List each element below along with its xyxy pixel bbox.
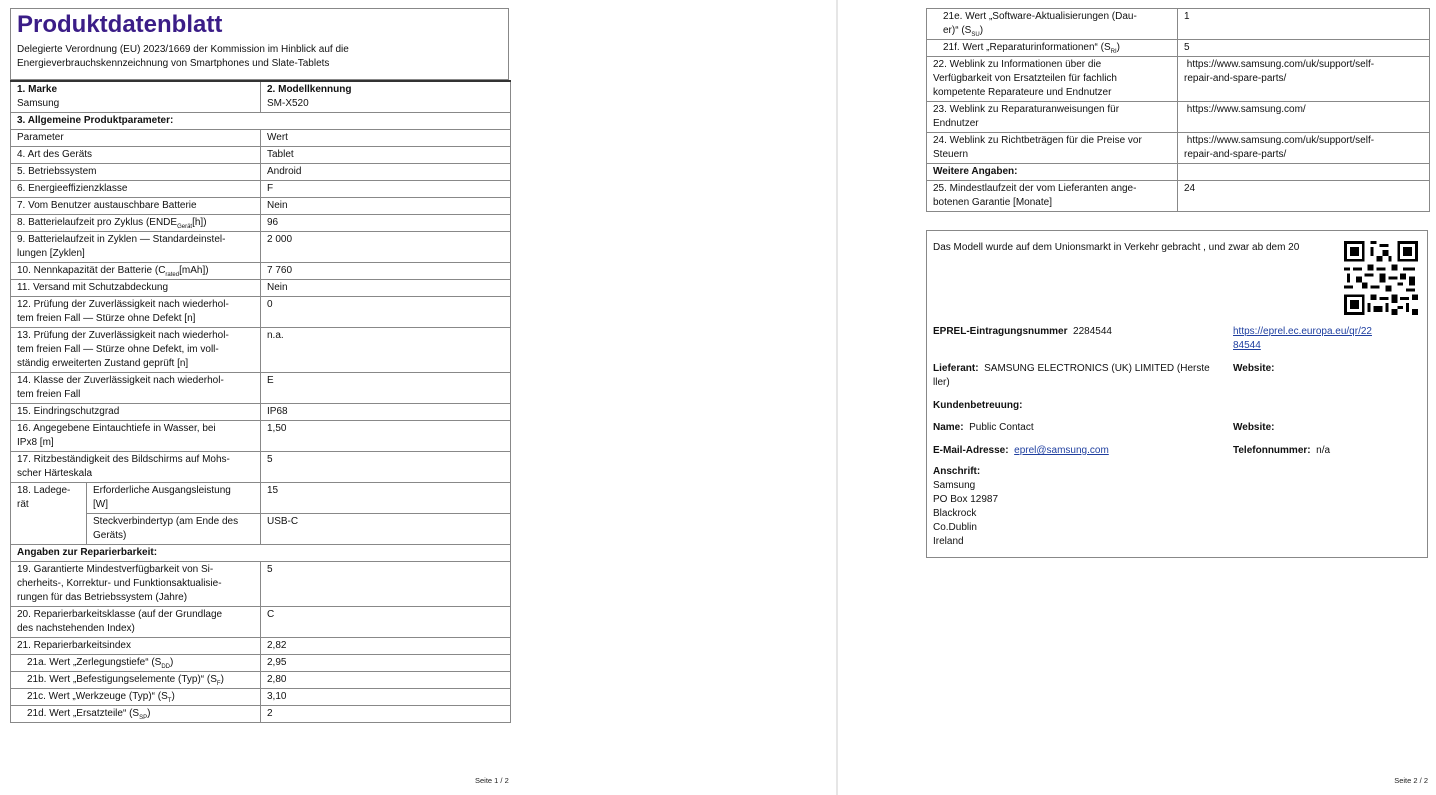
param-label [927, 102, 1178, 133]
param-value: F [261, 181, 511, 198]
model-label: 2. Modellkennung [267, 84, 352, 95]
table-row [11, 198, 511, 215]
label-text: 21c. Wert „Werkzeuge (Typ)“ (S [27, 691, 168, 702]
name-row [933, 421, 1034, 435]
param-label [11, 297, 261, 328]
label-line: lungen [Zyklen] [17, 248, 85, 259]
page-footer: Seite 1 / 2 [475, 776, 509, 785]
param-value: 1,50 [261, 421, 511, 452]
market-date-text: Das Modell wurde auf dem Unionsmarkt in Verkehr gebracht , und zwar ab dem 20 [933, 242, 1300, 253]
table-row [11, 297, 511, 328]
label-line: des nachstehenden Index) [17, 623, 135, 634]
table-row [11, 130, 511, 147]
param-label [11, 328, 261, 373]
table-row [927, 57, 1430, 102]
address-block [933, 465, 998, 549]
label-text: 21d. Wert „Ersatzteile“ (S [27, 708, 140, 719]
param-label: 21. Reparierbarkeitsindex [11, 638, 261, 655]
label-subscript: SP [139, 715, 148, 721]
label-line: tem freien Fall [17, 389, 81, 400]
value-line: https://www.samsung.com/ [1186, 104, 1306, 115]
phone-row [1233, 444, 1330, 458]
subtitle-line-1: Delegierte Verordnung (EU) 2023/1669 der Kommission im Hinblick auf die [17, 44, 349, 55]
label-line: 17. Ritzbeständigkeit des Bildschirms auf Mohs- [17, 454, 230, 465]
qr-code-icon[interactable] [1344, 241, 1418, 315]
label-line: 23. Weblink zu Reparaturanweisungen für [933, 104, 1120, 115]
param-value: n.a. [261, 328, 511, 373]
label-line: tem freien Fall — Stürze ohne Defekt [n] [17, 313, 196, 324]
label-text: ) [1116, 42, 1121, 53]
label-text: 10. Nennkapazität der Batterie (C [17, 265, 166, 276]
section-more-label: Weitere Angaben: [933, 166, 1018, 177]
brand-cell [11, 81, 261, 113]
supplier-label: Lieferant: [933, 363, 979, 374]
param-label [11, 706, 261, 723]
eprel-link-line[interactable]: https://eprel.ec.europa.eu/qr/22 [1233, 326, 1372, 337]
param-value [1178, 133, 1430, 164]
label-line: kompetente Reparateure und Endnutzer [933, 87, 1112, 98]
table-row [927, 164, 1430, 181]
label-text: 21f. Wert „Reparaturinformationen“ (S [943, 42, 1111, 53]
param-label [11, 373, 261, 404]
label-line: 13. Prüfung der Zuverlässigkeit nach wiederhol- [17, 330, 229, 341]
table-row [11, 181, 511, 198]
label-line: botenen Garantie [Monate] [933, 197, 1052, 208]
param-label: 6. Energieeffizienzklasse [11, 181, 261, 198]
empty-cell [1178, 164, 1430, 181]
param-label: 4. Art des Geräts [11, 147, 261, 164]
param-label [11, 421, 261, 452]
param-label [11, 263, 261, 280]
value-line: repair-and-spare-parts/ [1184, 73, 1287, 84]
param-label [11, 655, 261, 672]
param-value: 5 [261, 562, 511, 607]
param-value: 2 000 [261, 232, 511, 263]
supplier-info-box [926, 230, 1428, 558]
param-label [11, 232, 261, 263]
label-line: Steckverbindertyp (am Ende des [93, 516, 239, 527]
label-subscript: F [216, 681, 221, 687]
label-line: cherheits-, Korrektur- und Funktionsaktualisie- [17, 578, 222, 589]
table-row [11, 655, 511, 672]
param-label [11, 215, 261, 232]
label-text: ) [147, 708, 151, 719]
label-line: 14. Klasse der Zuverlässigkeit nach wiederhol- [17, 375, 224, 386]
param-value: IP68 [261, 404, 511, 421]
table-row [11, 263, 511, 280]
table-row [11, 562, 511, 607]
table-row [927, 181, 1430, 212]
model-value: SM-X520 [267, 98, 309, 109]
table-row [11, 483, 511, 514]
address-line: Ireland [933, 536, 964, 547]
param-label [11, 452, 261, 483]
label-line: Erforderliche Ausgangsleistung [93, 485, 231, 496]
param-label: 15. Eindringschutzgrad [11, 404, 261, 421]
table-row [11, 81, 511, 113]
param-value: 0 [261, 297, 511, 328]
param-value: 15 [261, 483, 511, 514]
param-value: 5 [261, 452, 511, 483]
product-parameter-table [10, 80, 511, 723]
value-line: https://www.samsung.com/uk/support/self- [1186, 59, 1375, 70]
param-label [927, 181, 1178, 212]
table-row [11, 328, 511, 373]
address-label: Anschrift: [933, 466, 981, 477]
param-value: Android [261, 164, 511, 181]
label-line: Steuern [933, 149, 969, 160]
param-value: Tablet [261, 147, 511, 164]
table-row [11, 113, 511, 130]
email-row [933, 444, 1109, 458]
label-subscript: rated [165, 272, 180, 278]
param-label [87, 483, 261, 514]
website-label: Website: [1233, 363, 1275, 374]
website-label: Website: [1233, 422, 1275, 433]
label-line: 9. Batterielaufzeit in Zyklen — Standardeinstel- [17, 234, 226, 245]
page-title: Produktdatenblatt [17, 11, 223, 38]
section-header [927, 164, 1178, 181]
label-subscript: Gerät [177, 224, 193, 230]
eprel-link-line[interactable]: 84544 [1233, 340, 1261, 351]
charger-label [11, 483, 87, 545]
param-value [1178, 102, 1430, 133]
table-row [11, 280, 511, 297]
param-value: 24 [1178, 181, 1430, 212]
label-subscript: T [167, 698, 172, 704]
table-row [11, 638, 511, 655]
param-label: 7. Vom Benutzer austauschbare Batterie [11, 198, 261, 215]
name-label: Name: [933, 422, 964, 433]
label-line: 21e. Wert „Software-Aktualisierungen (Dau- [943, 11, 1137, 22]
param-value: USB-C [261, 514, 511, 545]
label-line: 12. Prüfung der Zuverlässigkeit nach wiederhol- [17, 299, 229, 310]
table-row [11, 452, 511, 483]
label-text: 8. Batterielaufzeit pro Zyklus (ENDE [17, 217, 178, 228]
phone-label: Telefonnummer: [1233, 445, 1311, 456]
param-header: Parameter [11, 130, 261, 147]
param-value: 2,82 [261, 638, 511, 655]
table-row [11, 545, 511, 562]
label-line: IPx8 [m] [17, 437, 54, 448]
table-row [11, 421, 511, 452]
address-line: Blackrock [933, 508, 977, 519]
label-line: rät [17, 499, 29, 510]
label-line: 22. Weblink zu Informationen über die [933, 59, 1102, 70]
param-value: 2,80 [261, 672, 511, 689]
param-label [927, 9, 1178, 40]
support-label [933, 399, 1022, 413]
eprel-value: 2284544 [1073, 326, 1112, 337]
table-row [927, 102, 1430, 133]
name-value: Public Contact [969, 422, 1034, 433]
eprel-label: EPREL-Eintragungsnummer [933, 326, 1068, 337]
label-line: 25. Mindestlaufzeit der vom Lieferanten ange- [933, 183, 1137, 194]
param-label: 5. Betriebssystem [11, 164, 261, 181]
table-row [11, 706, 511, 723]
eprel-row [933, 325, 1112, 339]
label-text: er)“ (S [943, 25, 972, 36]
section-general-label: 3. Allgemeine Produktparameter: [17, 115, 174, 126]
address-line: Co.Dublin [933, 522, 977, 533]
label-text: ) [979, 25, 984, 36]
value-line: https://www.samsung.com/uk/support/self- [1186, 135, 1375, 146]
brand-value: Samsung [17, 98, 60, 109]
supplier-value: ller) [933, 377, 950, 388]
table-row [11, 607, 511, 638]
label-text: ) [170, 657, 174, 668]
eprel-link[interactable] [1233, 325, 1372, 353]
table-row [11, 232, 511, 263]
email-label: E-Mail-Adresse: [933, 445, 1009, 456]
value-line: repair-and-spare-parts/ [1184, 149, 1287, 160]
subtitle-line-2: Energieverbrauchskennzeichnung von Smartphones und Slate-Tablets [17, 58, 330, 69]
param-value: 2,95 [261, 655, 511, 672]
email-link[interactable]: eprel@samsung.com [1014, 445, 1109, 456]
param-label [87, 514, 261, 545]
param-value: E [261, 373, 511, 404]
website-label-2 [1233, 421, 1275, 435]
regulation-subtitle [17, 43, 502, 71]
table-row [11, 147, 511, 164]
label-line: 16. Angegebene Eintauchtiefe in Wasser, bei [17, 423, 216, 434]
label-line: rungen für das Betriebssystem (Jahre) [17, 592, 188, 603]
label-text: [h]) [192, 217, 207, 228]
label-line: tem freien Fall — Stürze ohne Defekt, im voll- [17, 344, 219, 355]
param-label [927, 133, 1178, 164]
value-header: Wert [261, 130, 511, 147]
table-row [927, 40, 1430, 57]
label-line: 18. Ladege- [17, 485, 71, 496]
table-row [11, 164, 511, 181]
param-label [11, 562, 261, 607]
label-line: Endnutzer [933, 118, 979, 129]
param-label [11, 607, 261, 638]
label-line: scher Härteskala [17, 468, 93, 479]
website-label-1 [1233, 362, 1275, 376]
address-line: Samsung [933, 480, 976, 491]
param-value: Nein [261, 280, 511, 297]
param-label: 11. Versand mit Schutzabdeckung [11, 280, 261, 297]
param-value: 5 [1178, 40, 1430, 57]
label-text: 21b. Wert „Befestigungselemente (Typ)“ (S [27, 674, 217, 685]
table-row [11, 404, 511, 421]
param-value [1178, 57, 1430, 102]
model-cell [261, 81, 511, 113]
phone-value: n/a [1316, 445, 1331, 456]
param-value: C [261, 607, 511, 638]
label-line: Verfügbarkeit von Ersatzteilen für fachlich [933, 73, 1117, 84]
section-header [11, 545, 511, 562]
page-footer: Seite 2 / 2 [1394, 776, 1428, 785]
label-line: [W] [93, 499, 108, 510]
param-value: 7 760 [261, 263, 511, 280]
param-value: Nein [261, 198, 511, 215]
table-row [11, 672, 511, 689]
support-label-text: Kundenbetreuung: [933, 400, 1023, 411]
param-label [927, 57, 1178, 102]
label-line: 20. Reparierbarkeitsklasse (auf der Grundlage [17, 609, 223, 620]
param-value: 1 [1178, 9, 1430, 40]
title-box [10, 8, 509, 80]
table-row [11, 373, 511, 404]
param-label [927, 40, 1178, 57]
label-text: ) [171, 691, 175, 702]
table-row [11, 215, 511, 232]
label-line: ständig erweiterten Zustand geprüft [n] [17, 358, 189, 369]
address-line: PO Box 12987 [933, 494, 999, 505]
param-value: 96 [261, 215, 511, 232]
label-line: 24. Weblink zu Richtbeträgen für die Preise vor [933, 135, 1142, 146]
table-row [927, 133, 1430, 164]
label-subscript: RI [1110, 49, 1117, 55]
table-row [11, 689, 511, 706]
label-text: 21a. Wert „Zerlegungstiefe“ (S [27, 657, 162, 668]
label-line: 19. Garantierte Mindestverfügbarkeit von Si- [17, 564, 214, 575]
section-repair-label: Angaben zur Reparierbarkeit: [17, 547, 158, 558]
supplier-value: SAMSUNG ELECTRONICS (UK) LIMITED (Herste [984, 363, 1210, 374]
section-header [11, 113, 511, 130]
label-subscript: SU [971, 32, 980, 38]
label-text: ) [220, 674, 224, 685]
param-label [11, 689, 261, 706]
brand-label: 1. Marke [17, 84, 58, 95]
table-row [927, 9, 1430, 40]
label-line: Geräts) [93, 530, 127, 541]
label-text: [mAh]) [179, 265, 209, 276]
supplier-row [933, 362, 1210, 390]
param-label [11, 672, 261, 689]
repair-info-table [926, 8, 1430, 212]
param-value: 2 [261, 706, 511, 723]
param-value: 3,10 [261, 689, 511, 706]
label-subscript: DD [161, 664, 170, 670]
